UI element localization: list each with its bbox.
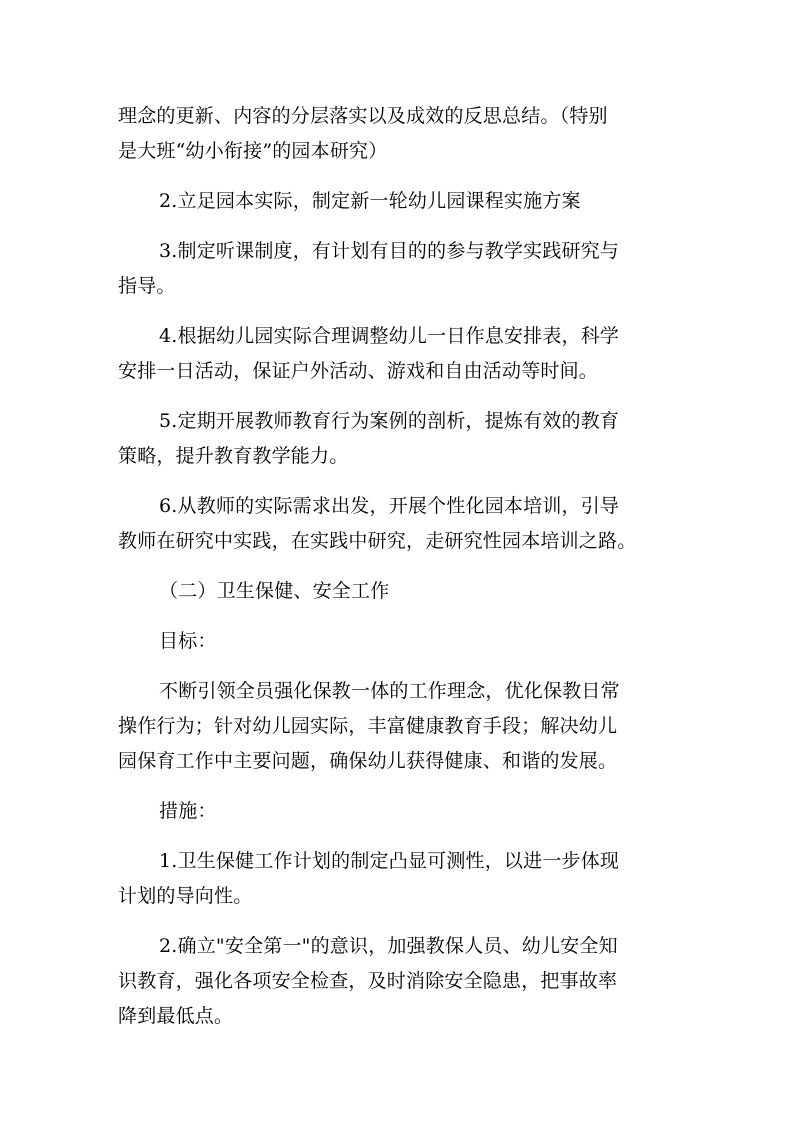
text-line: 策略，提升教育教学能力。: [118, 445, 349, 467]
text-line: 园保育工作中主要问题，确保幼儿获得健康、和谐的发展。: [118, 750, 618, 772]
text-line: 是大班“幼小衔接”的园本研究）: [118, 140, 388, 162]
text-line: 5.定期开展教师教育行为案例的剖析，提炼有效的教育: [159, 410, 620, 432]
text-line: 不断引领全员强化保教一体的工作理念，优化保教日常: [159, 680, 620, 702]
text-line: 1.卫生保健工作计划的制定凸显可测性，以进一步体现: [159, 850, 620, 872]
text-line: 3.制定听课制度，有计划有目的的参与教学实践研究与: [159, 240, 620, 262]
text-line: 4.根据幼儿园实际合理调整幼儿一日作息安排表，科学: [159, 325, 620, 347]
text-line: 2.确立"安全第一"的意识，加强教保人员、幼儿安全知: [159, 935, 618, 957]
text-line: 措施：: [159, 800, 217, 822]
text-line: 识教育，强化各项安全检查，及时消除安全隐患，把事故率: [118, 970, 618, 992]
text-line: 降到最低点。: [118, 1005, 234, 1027]
text-line: 操作行为；针对幼儿园实际，丰富健康教育手段；解决幼儿: [118, 715, 618, 737]
body-text: [118, 99, 678, 1034]
text-line: 目标：: [159, 630, 217, 652]
text-line: 安排一日活动，保证户外活动、游戏和自由活动等时间。: [118, 360, 599, 382]
text-line: 指导。: [118, 275, 176, 297]
text-line: 理念的更新、内容的分层落实以及成效的反思总结。（特别: [118, 105, 608, 127]
text-line: 计划的导向性。: [118, 885, 253, 907]
text-line: 教师在研究中实践，在实践中研究，走研究性园本培训之路。: [118, 530, 637, 552]
text-line: （二）卫生保健、安全工作: [159, 580, 390, 602]
text-line: 6.从教师的实际需求出发，开展个性化园本培训，引导: [159, 495, 620, 517]
text-line: 2.立足园本实际，制定新一轮幼儿园课程实施方案: [159, 190, 581, 212]
